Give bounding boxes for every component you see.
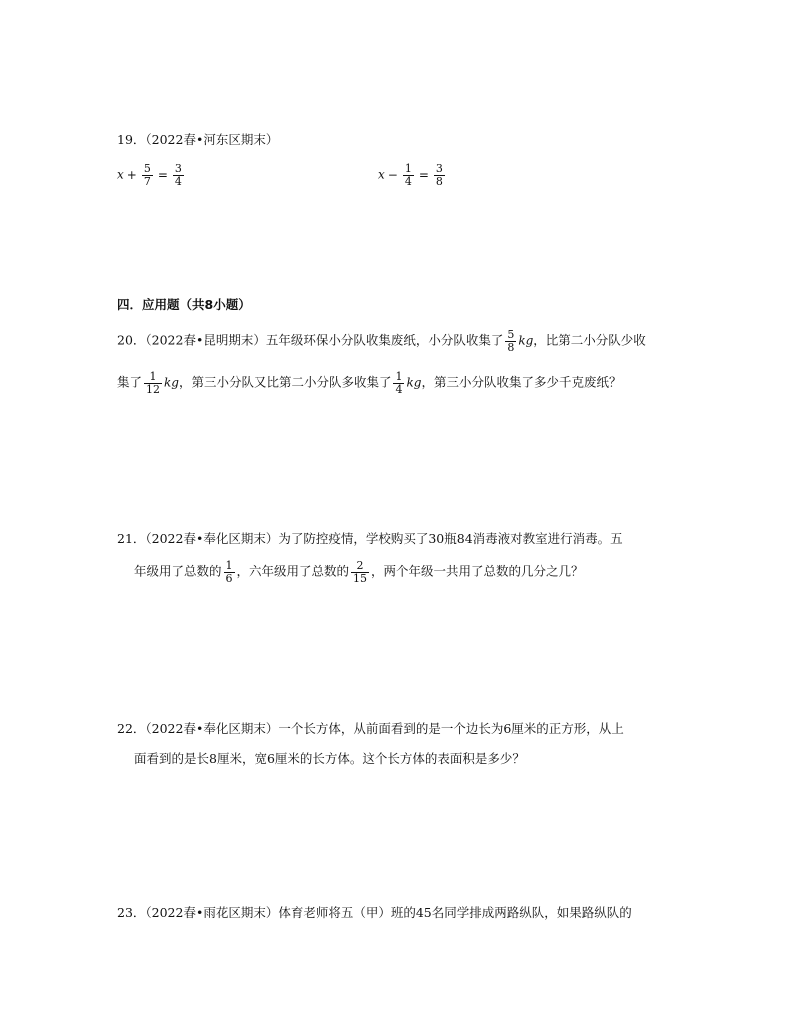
numerator: 1 (404, 162, 412, 175)
numerator: 1 (395, 370, 403, 383)
eq-variable: x (378, 167, 385, 182)
unit: kg (164, 375, 179, 390)
eq-variable: x (117, 167, 124, 182)
denominator: 4 (174, 174, 182, 188)
numerator: 2 (356, 559, 364, 572)
q21-text: 年级用了总数的 (134, 563, 222, 579)
q21-text: ，六年级用了总数的 (236, 563, 350, 579)
eq-operator: + (126, 167, 137, 182)
fraction (142, 163, 153, 187)
denominator: 7 (143, 174, 151, 188)
numerator: 1 (149, 370, 157, 383)
q20-text: 20．（2022春•昆明期末）五年级环保小分队收集废纸，小分队收集了 (117, 332, 504, 348)
numerator: 3 (435, 162, 443, 175)
q19-equation-2 (378, 163, 447, 187)
q20-text: ，第三小分队又比第二小分队多收集了 (178, 374, 392, 390)
numerator: 1 (225, 559, 233, 572)
eq-equals: = (418, 167, 429, 182)
eq-equals: = (157, 167, 168, 182)
numerator: 3 (174, 162, 182, 175)
unit: kg (406, 375, 422, 390)
q21-line-1: 21．（2022春•奉化区期末）为了防控疫情，学校购买了30瓶84消毒液对教室进行消毒。五 (117, 531, 623, 546)
q20-text: 集了 (117, 374, 143, 390)
fraction (144, 371, 162, 395)
unit: kg (518, 333, 534, 348)
section-heading: 四．应用题（共8小题） (117, 297, 251, 312)
q19-label: 19．（2022春•河东区期末） (117, 132, 279, 147)
q21-line-2 (134, 560, 584, 584)
q22-line-2: 面看到的是长8厘米，宽6厘米的长方体。这个长方体的表面积是多少？ (134, 751, 525, 766)
q20-text: ，比第二小分队少收 (533, 332, 646, 348)
q20-line-2 (117, 371, 621, 395)
fraction (393, 371, 404, 395)
denominator: 4 (395, 382, 403, 396)
eq-operator: − (387, 167, 398, 182)
denominator: 8 (435, 174, 443, 188)
denominator: 8 (507, 340, 515, 354)
fraction (434, 163, 445, 187)
numerator: 5 (143, 162, 151, 175)
numerator: 5 (507, 328, 515, 341)
fraction (403, 163, 414, 187)
denominator: 4 (404, 174, 412, 188)
fraction (224, 560, 235, 584)
q21-text: ，两个年级一共用了总数的几分之几？ (371, 563, 584, 579)
denominator: 12 (146, 382, 161, 396)
fraction (173, 163, 184, 187)
q22-line-1: 22．（2022春•奉化区期末）一个长方体，从前面看到的是一个边长为6厘米的正方形，从上 (117, 721, 624, 736)
q20-text: ，第三小分队收集了多少千克废纸？ (421, 374, 622, 390)
q19-equation-1 (117, 163, 186, 187)
fraction (351, 560, 369, 584)
q23-line-1: 23．（2022春•雨花区期末）体育老师将五（甲）班的45名同学排成两路纵队，如果路纵队的 (117, 905, 632, 920)
q20-line-1 (117, 329, 646, 353)
denominator: 15 (353, 571, 368, 585)
fraction (505, 329, 516, 353)
denominator: 6 (225, 571, 233, 585)
